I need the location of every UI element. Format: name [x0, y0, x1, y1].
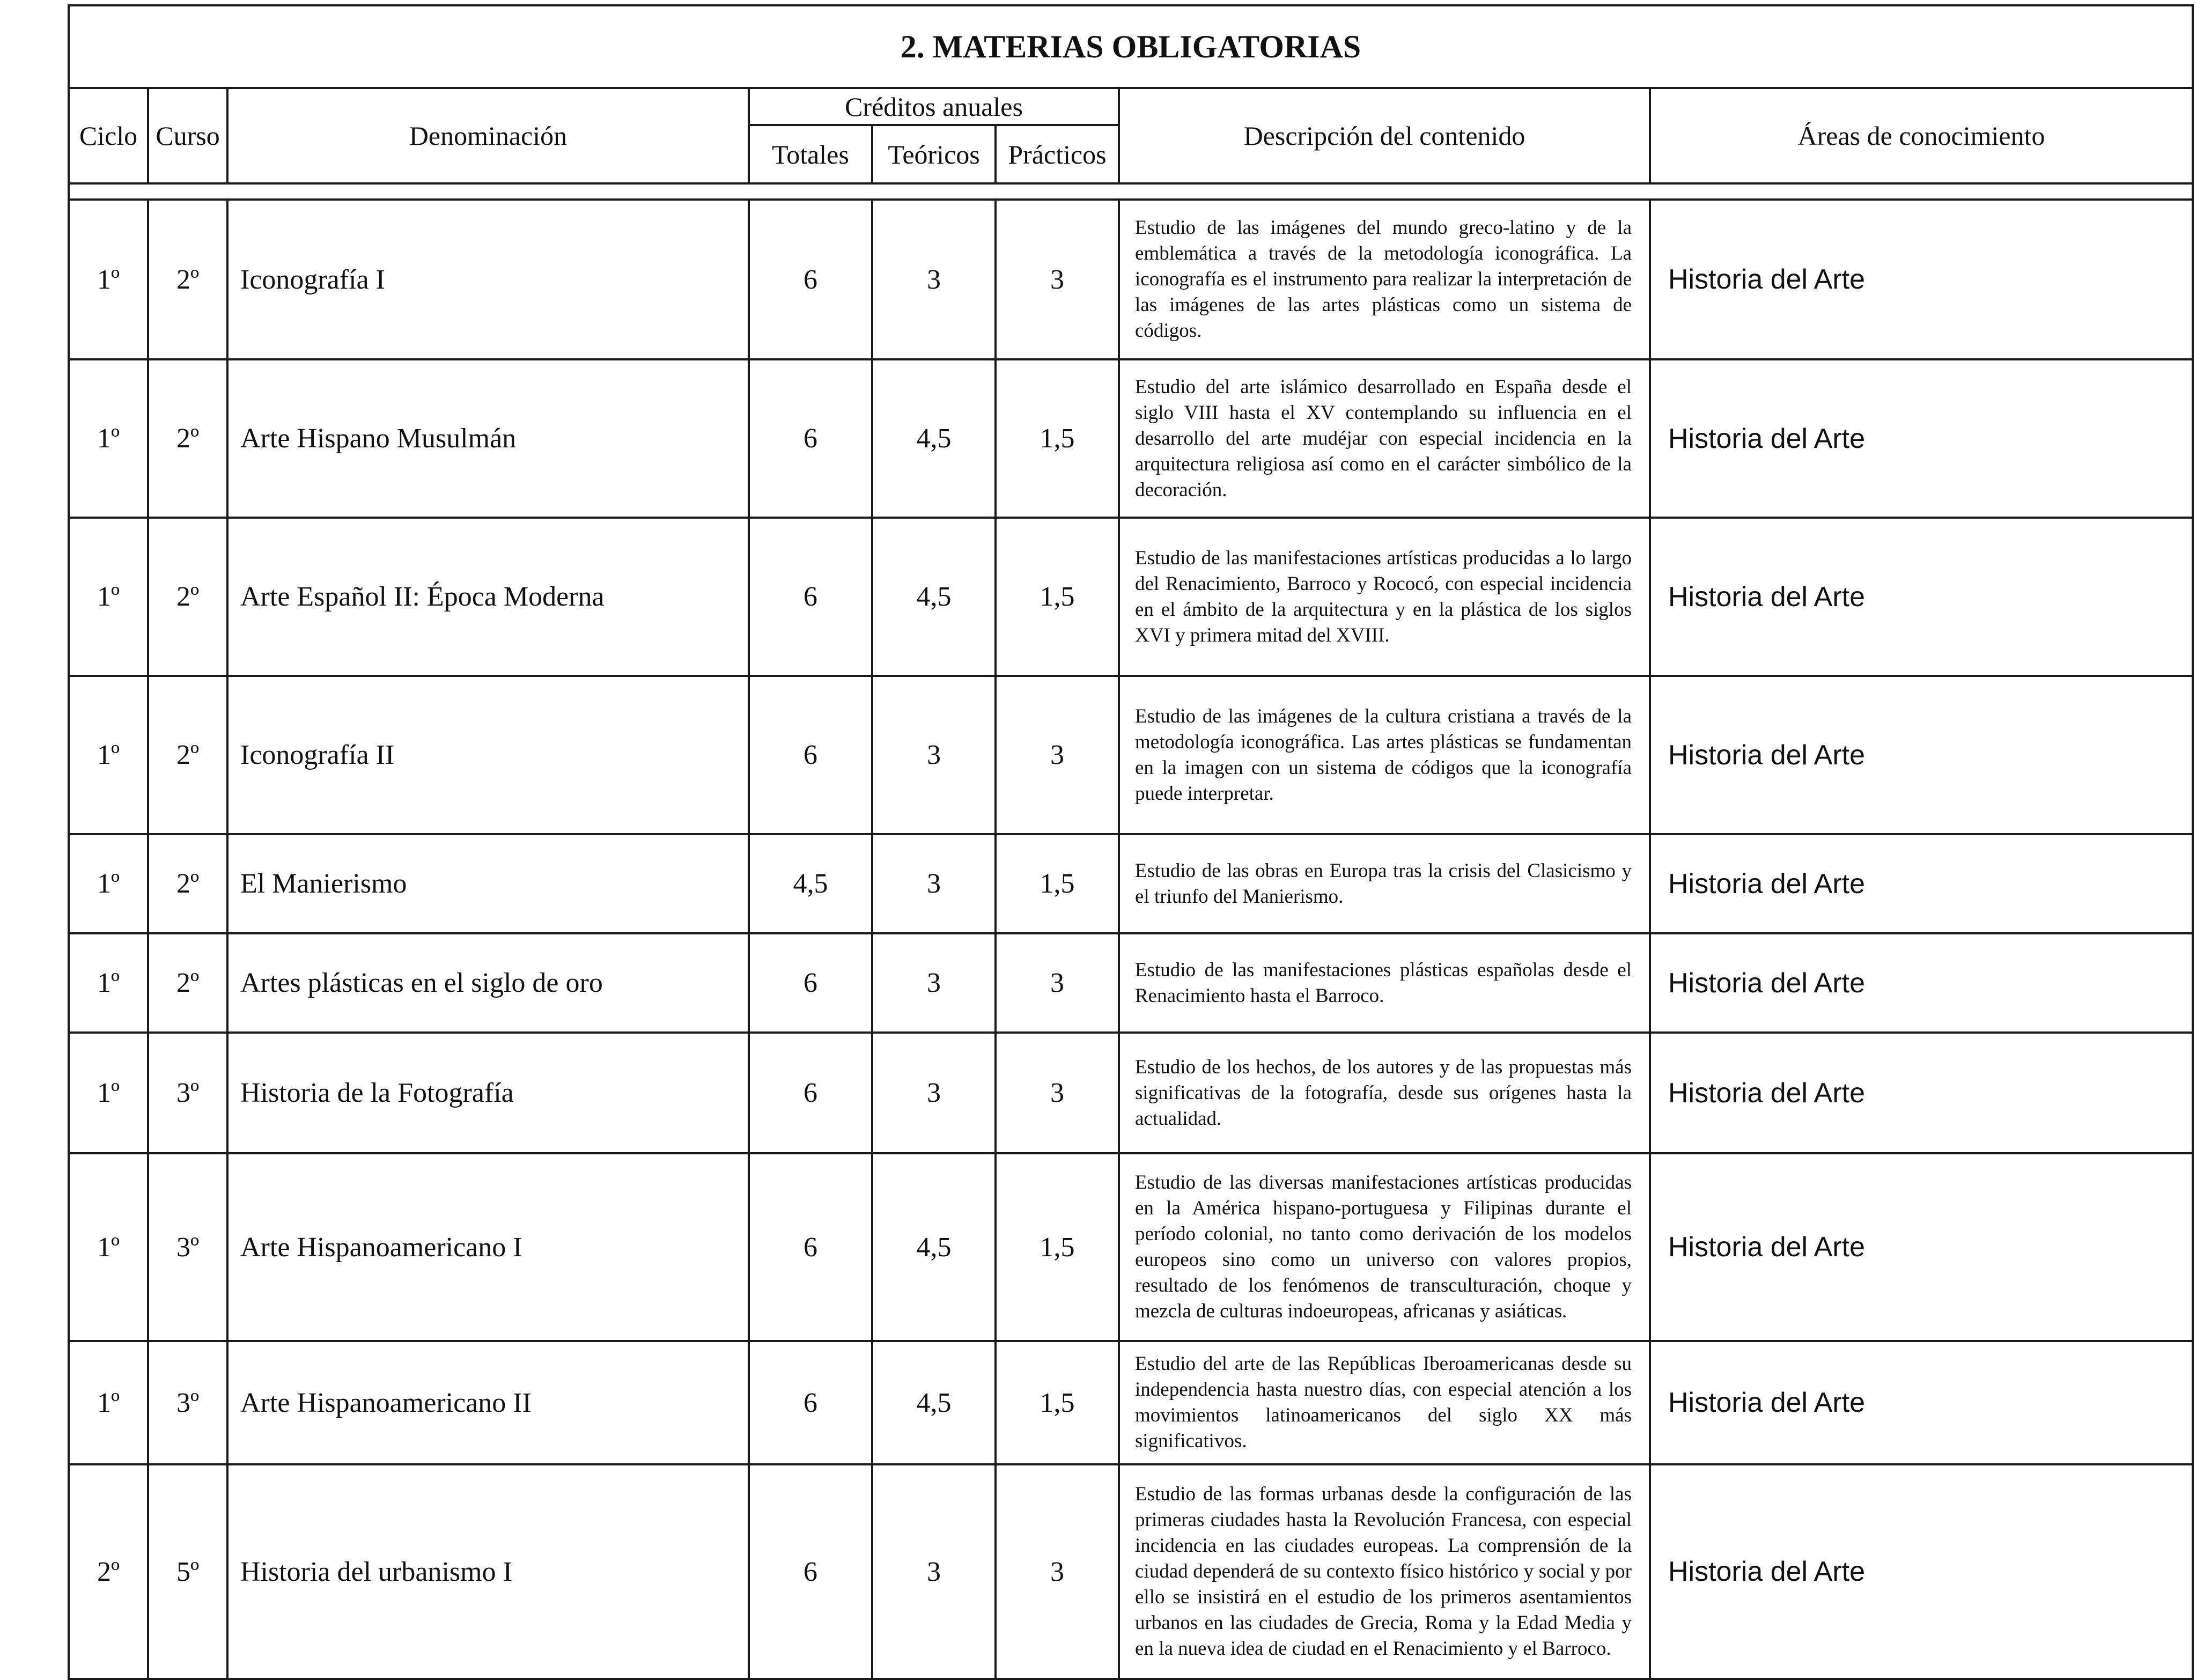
cell-denominacion: El Manierismo: [227, 834, 749, 933]
cell-area: Historia del Arte: [1650, 200, 2193, 359]
header-curso: Curso: [148, 88, 227, 183]
cell-practicos: 1,5: [996, 1341, 1119, 1464]
cell-teoricos: 4,5: [872, 359, 996, 518]
cell-area: Historia del Arte: [1650, 676, 2193, 834]
cell-totales: 6: [749, 1033, 872, 1153]
cell-descripcion: Estudio de las formas urbanas desde la configuración de las primeras ciudades hasta la Revolución Francesa, con especial incidencia en las ciudades europeas. La comprensión de la ciudad dependerá de su contexto físico histórico y social y por ello se insistirá en el estudio de los primeros asentamientos urbanos en las ciudades de Grecia, Roma y la Edad Media y en la nueva idea de ciudad en el Renacimiento y el Barroco.: [1119, 1464, 1650, 1679]
cell-ciclo: 1º: [69, 1033, 148, 1153]
cell-descripcion: Estudio de los hechos, de los autores y de las propuestas más significativas de la fotografía, desde sus orígenes hasta la actualidad.: [1119, 1033, 1650, 1153]
document-page: [68, 4, 2192, 1680]
cell-ciclo: 1º: [69, 200, 148, 359]
header-denominacion: Denominación: [227, 88, 749, 183]
cell-totales: 6: [749, 676, 872, 834]
table-title: 2. MATERIAS OBLIGATORIAS: [69, 5, 2193, 88]
cell-curso: 3º: [148, 1153, 227, 1341]
cell-curso: 2º: [148, 359, 227, 518]
cell-denominacion: Historia de la Fotografía: [227, 1033, 749, 1153]
cell-practicos: 1,5: [996, 359, 1119, 518]
cell-denominacion: Historia del urbanismo I: [227, 1464, 749, 1679]
cell-practicos: 3: [996, 200, 1119, 359]
cell-curso: 2º: [148, 933, 227, 1033]
cell-totales: 6: [749, 933, 872, 1033]
cell-area: Historia del Arte: [1650, 359, 2193, 518]
cell-totales: 6: [749, 1464, 872, 1679]
cell-totales: 6: [749, 200, 872, 359]
cell-teoricos: 4,5: [872, 518, 996, 676]
cell-ciclo: 2º: [69, 1464, 148, 1679]
table-row: [69, 676, 2193, 834]
cell-curso: 2º: [148, 676, 227, 834]
cell-ciclo: 1º: [69, 1153, 148, 1341]
cell-ciclo: 1º: [69, 933, 148, 1033]
cell-denominacion: Arte Hispano Musulmán: [227, 359, 749, 518]
cell-ciclo: 1º: [69, 676, 148, 834]
cell-descripcion: Estudio de las manifestaciones artísticas producidas a lo largo del Renacimiento, Barroco y Rococó, con especial incidencia en el ámbito de la arquitectura y en la plástica de los siglos XVI y primera mitad del XVIII.: [1119, 518, 1650, 676]
cell-area: Historia del Arte: [1650, 933, 2193, 1033]
cell-curso: 2º: [148, 200, 227, 359]
cell-area: Historia del Arte: [1650, 1033, 2193, 1153]
header-areas: Áreas de conocimiento: [1650, 88, 2193, 183]
header-practicos: Prácticos: [996, 125, 1119, 183]
cell-curso: 5º: [148, 1464, 227, 1679]
cell-teoricos: 4,5: [872, 1153, 996, 1341]
cell-descripcion: Estudio de las imágenes del mundo greco-latino y de la emblemática a través de la metodología iconográfica. La iconografía es el instrumento para realizar la interpretación de las imágenes de las artes plásticas como un sistema de códigos.: [1119, 200, 1650, 359]
table-row: [69, 1341, 2193, 1464]
cell-ciclo: 1º: [69, 834, 148, 933]
table-row: [69, 1033, 2193, 1153]
cell-practicos: 3: [996, 1464, 1119, 1679]
cell-totales: 6: [749, 1153, 872, 1341]
cell-denominacion: Arte Hispanoamericano I: [227, 1153, 749, 1341]
cell-descripcion: Estudio del arte de las Repúblicas Iberoamericanas desde su independencia hasta nuestro días, con especial atención a los movimientos latinoamericanos del siglo XX más significativos.: [1119, 1341, 1650, 1464]
table-row: [69, 200, 2193, 359]
cell-curso: 3º: [148, 1033, 227, 1153]
header-descripcion: Descripción del contenido: [1119, 88, 1650, 183]
cell-practicos: 1,5: [996, 518, 1119, 676]
cell-totales: 6: [749, 359, 872, 518]
cell-denominacion: Iconografía II: [227, 676, 749, 834]
header-totales: Totales: [749, 125, 872, 183]
cell-teoricos: 3: [872, 933, 996, 1033]
cell-practicos: 3: [996, 933, 1119, 1033]
cell-area: Historia del Arte: [1650, 518, 2193, 676]
header-ciclo: Ciclo: [69, 88, 148, 183]
cell-teoricos: 3: [872, 1464, 996, 1679]
cell-descripcion: Estudio de las imágenes de la cultura cristiana a través de la metodología iconográfica. Las artes plásticas se fundamentan en la imagen con un sistema de códigos que la iconografía puede interpretar.: [1119, 676, 1650, 834]
cell-totales: 4,5: [749, 834, 872, 933]
cell-practicos: 1,5: [996, 834, 1119, 933]
cell-teoricos: 3: [872, 200, 996, 359]
cell-curso: 3º: [148, 1341, 227, 1464]
table-row: [69, 1153, 2193, 1341]
cell-descripcion: Estudio de las obras en Europa tras la crisis del Clasicismo y el triunfo del Manierismo.: [1119, 834, 1650, 933]
cell-ciclo: 1º: [69, 1341, 148, 1464]
table-row: [69, 1464, 2193, 1679]
cell-curso: 2º: [148, 834, 227, 933]
cell-teoricos: 3: [872, 1033, 996, 1153]
table-row: [69, 834, 2193, 933]
table-row: [69, 933, 2193, 1033]
cell-denominacion: Artes plásticas en el siglo de oro: [227, 933, 749, 1033]
cell-descripcion: Estudio de las diversas manifestaciones artísticas producidas en la América hispano-portuguesa y Filipinas durante el período colonial, no tanto como derivación de los modelos europeos sino como un universo con valores propios, resultado de los fenómenos de transculturación, choque y mezcla de culturas indoeuropeas, africanas y asiáticas.: [1119, 1153, 1650, 1341]
cell-descripcion: Estudio del arte islámico desarrollado en España desde el siglo VIII hasta el XV contemplando su influencia en el desarrollo del arte mudéjar con especial incidencia en la arquitectura religiosa así como en el carácter simbólico de la decoración.: [1119, 359, 1650, 518]
cell-practicos: 1,5: [996, 1153, 1119, 1341]
cell-area: Historia del Arte: [1650, 1341, 2193, 1464]
cell-denominacion: Iconografía I: [227, 200, 749, 359]
header-teoricos: Teóricos: [872, 125, 996, 183]
cell-practicos: 3: [996, 1033, 1119, 1153]
table-row: [69, 518, 2193, 676]
cell-teoricos: 3: [872, 834, 996, 933]
table-row: [69, 359, 2193, 518]
cell-denominacion: Arte Español II: Época Moderna: [227, 518, 749, 676]
cell-area: Historia del Arte: [1650, 1464, 2193, 1679]
cell-curso: 2º: [148, 518, 227, 676]
cell-teoricos: 3: [872, 676, 996, 834]
cell-teoricos: 4,5: [872, 1341, 996, 1464]
cell-ciclo: 1º: [69, 518, 148, 676]
cell-denominacion: Arte Hispanoamericano II: [227, 1341, 749, 1464]
cell-ciclo: 1º: [69, 359, 148, 518]
materias-table: [68, 4, 2194, 1680]
cell-totales: 6: [749, 1341, 872, 1464]
cell-area: Historia del Arte: [1650, 1153, 2193, 1341]
cell-area: Historia del Arte: [1650, 834, 2193, 933]
cell-totales: 6: [749, 518, 872, 676]
header-creditos: Créditos anuales: [749, 88, 1119, 125]
cell-descripcion: Estudio de las manifestaciones plásticas españolas desde el Renacimiento hasta el Barroco.: [1119, 933, 1650, 1033]
cell-practicos: 3: [996, 676, 1119, 834]
